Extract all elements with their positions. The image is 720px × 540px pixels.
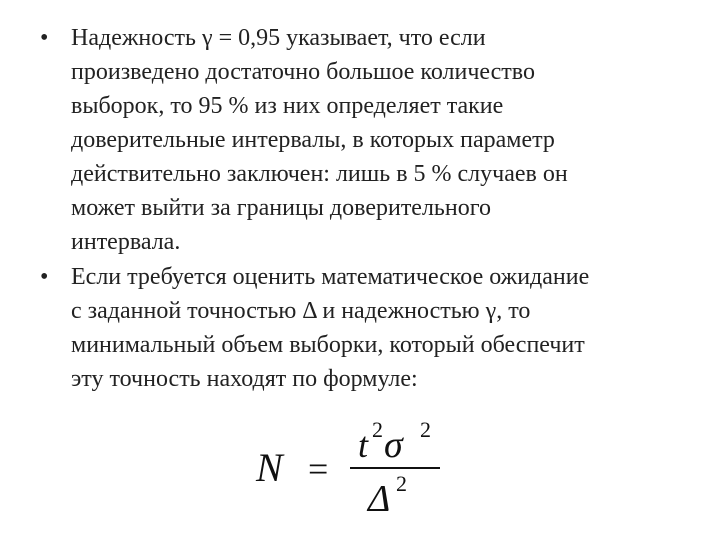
bullet-line: действительно заключен: лишь в 5 % случаев он [71, 161, 568, 187]
bullet-line: Если требуется оценить математическое ожидание [71, 264, 590, 290]
bullet-line: Надежность γ = 0,95 указывает, что если [71, 25, 486, 51]
formula-num-sigma-exp: 2 [420, 417, 431, 442]
formula-num-t-exp: 2 [372, 417, 383, 442]
bullet-line: интервала. [71, 229, 181, 255]
bullet-item-sample-size [40, 260, 690, 396]
bullet-list [40, 21, 690, 397]
bullet-line: эту точность находят по формуле: [71, 366, 418, 392]
formula-num-t: t [358, 425, 369, 465]
formula-num-sigma: σ [384, 424, 403, 466]
bullet-line: с заданной точностью Δ и надежностью γ, то [71, 298, 531, 324]
bullet-marker: • [40, 264, 49, 290]
formula-den-delta: Δ [368, 478, 391, 520]
bullet-line: доверительные интервалы, в которых параметр [71, 127, 555, 153]
bullet-line: может выйти за границы доверительного [71, 195, 491, 221]
bullet-line: минимальный объем выборки, который обеспечит [71, 332, 585, 358]
bullet-line: произведено достаточно большое количество [71, 59, 535, 85]
bullet-marker: • [40, 25, 49, 51]
formula-den-delta-exp: 2 [396, 471, 407, 496]
sample-size-formula [250, 413, 450, 523]
formula-equals: = [308, 449, 329, 489]
bullet-item-reliability [40, 21, 690, 259]
formula-graphic [250, 413, 450, 523]
formula-lhs: N [256, 445, 283, 490]
bullet-line: выборок, то 95 % из них определяет такие [71, 93, 504, 119]
